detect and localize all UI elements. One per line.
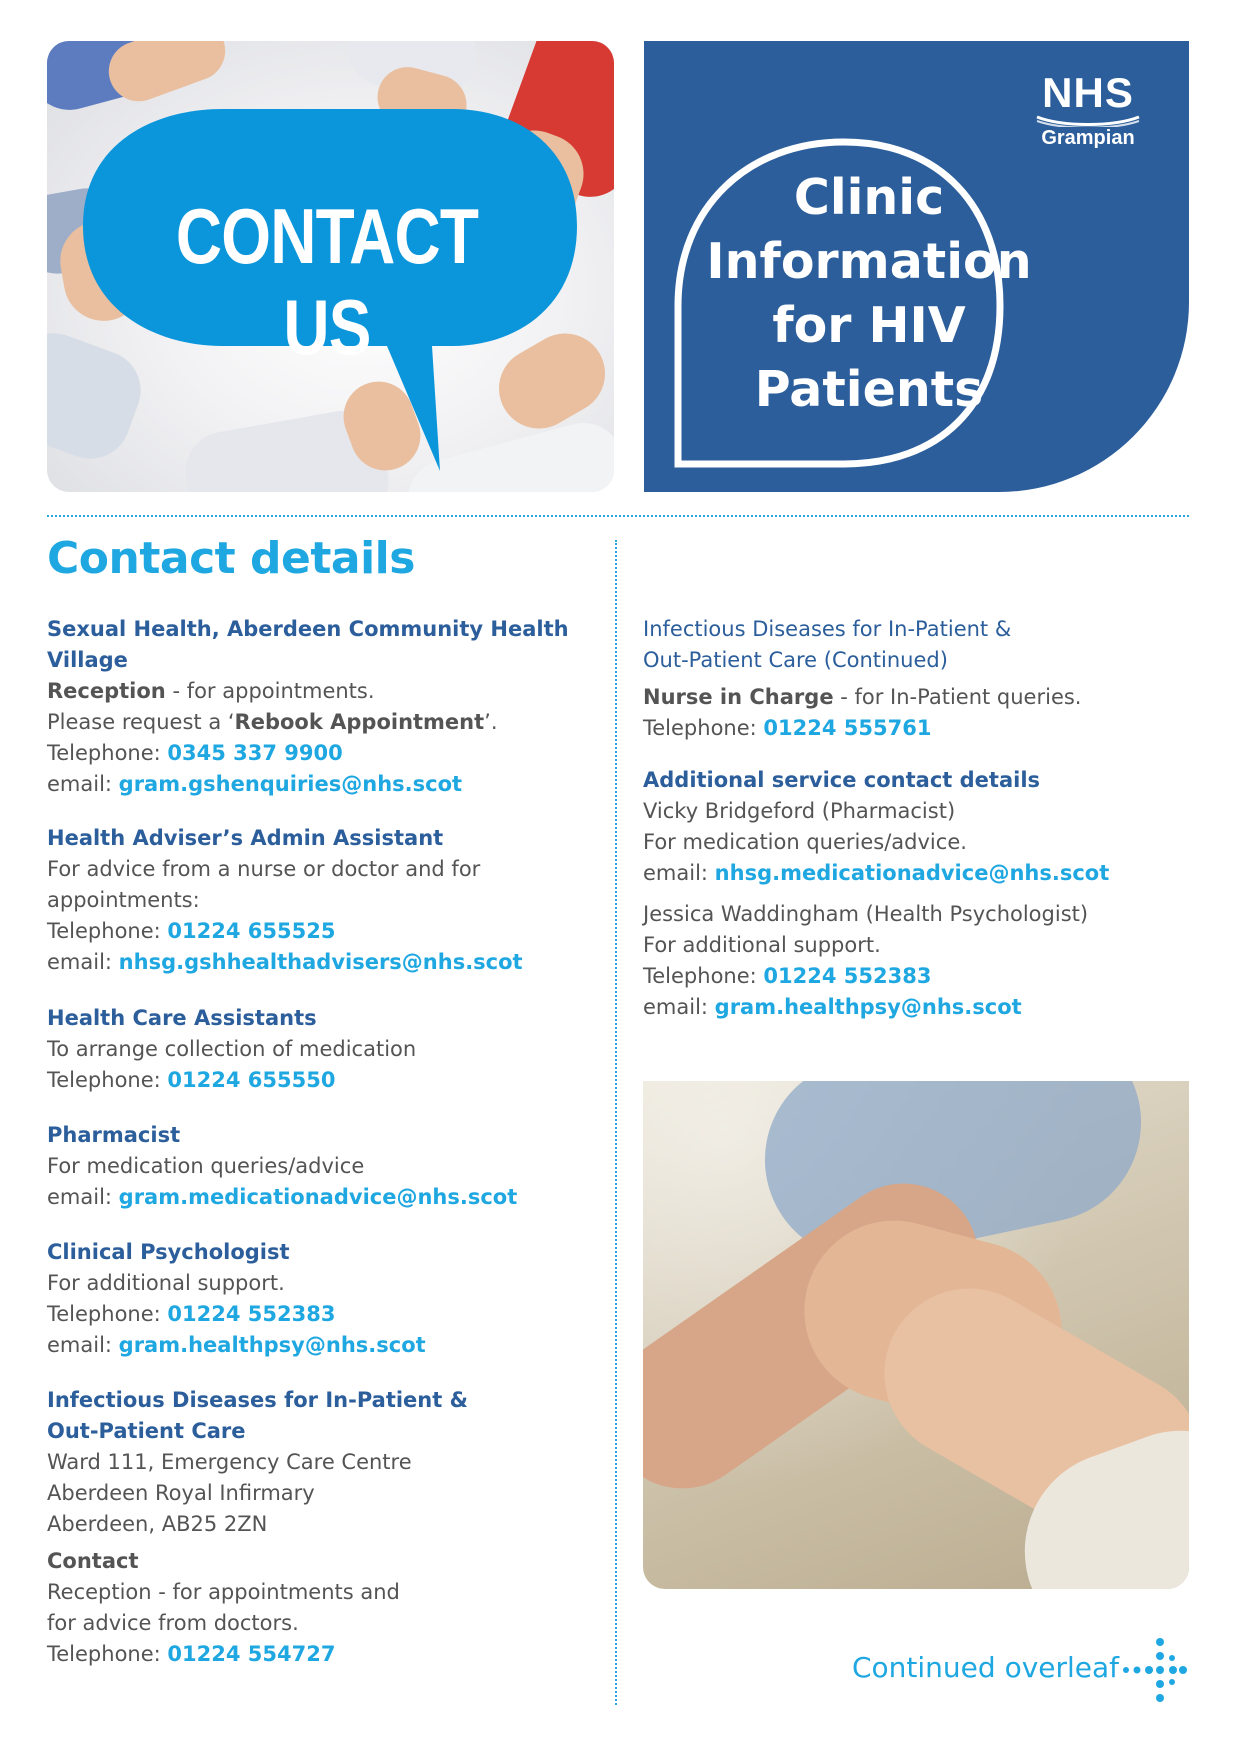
telephone-line <box>643 713 1203 744</box>
contact-us-heading: CONTACT US <box>175 192 479 371</box>
section-title: Village <box>47 648 128 672</box>
email-line <box>643 858 1203 889</box>
telephone-number[interactable]: 0345 337 9900 <box>167 741 343 765</box>
additional-contacts-block <box>643 765 1203 1023</box>
telephone-line <box>47 738 607 769</box>
description-line: appointments: <box>47 888 200 912</box>
section-title: Infectious Diseases for In-Patient & <box>47 1388 468 1412</box>
description-line: For medication queries/advice. <box>643 830 967 854</box>
telephone-line <box>47 916 607 947</box>
address-line: Ward 111, Emergency Care Centre <box>47 1450 412 1474</box>
email-line <box>47 769 607 800</box>
telephone-label: Telephone: <box>47 1068 168 1092</box>
request-line <box>47 707 607 738</box>
contact-name: Vicky Bridgeford (Pharmacist) <box>643 799 956 823</box>
contact-label: Contact <box>47 1549 139 1573</box>
telephone-label: Telephone: <box>47 1302 168 1326</box>
telephone-number[interactable]: 01224 555761 <box>763 716 932 740</box>
continued-overleaf-text: Continued overleaf <box>852 1651 1120 1684</box>
panel-title-line: for HIV <box>772 297 966 354</box>
section-title: Health Care Assistants <box>47 1006 317 1030</box>
sexual-health-block <box>47 614 607 800</box>
description-line: Reception - for appointments and <box>47 1580 400 1604</box>
section-title: Infectious Diseases for In-Patient & <box>643 617 1012 641</box>
telephone-label: Telephone: <box>47 1642 168 1666</box>
logo-nhs-text: NHS <box>1042 69 1134 116</box>
email-line <box>47 1182 607 1213</box>
health-adviser-block <box>47 823 607 978</box>
email-line <box>643 992 1203 1023</box>
nurse-text: - for In-Patient queries. <box>833 685 1082 709</box>
telephone-number[interactable]: 01224 552383 <box>167 1302 336 1326</box>
email-label: email: <box>47 950 119 974</box>
nurse-line <box>643 682 1203 713</box>
telephone-label: Telephone: <box>47 919 168 943</box>
telephone-line <box>47 1065 607 1096</box>
telephone-label: Telephone: <box>643 964 764 988</box>
email-label: email: <box>643 995 715 1019</box>
holding-hands-photo <box>643 1081 1189 1589</box>
request-pre: Please request a ‘ <box>47 710 235 734</box>
horizontal-divider <box>47 515 1189 517</box>
email-label: email: <box>47 1185 119 1209</box>
section-title: Out-Patient Care (Continued) <box>643 648 948 672</box>
request-post: ’. <box>484 710 498 734</box>
telephone-label: Telephone: <box>643 716 764 740</box>
nurse-label: Nurse in Charge <box>643 685 834 709</box>
contact-details-heading: Contact details <box>47 533 415 584</box>
telephone-number[interactable]: 01224 655550 <box>167 1068 336 1092</box>
email-link[interactable]: nhsg.medicationadvice@nhs.scot <box>714 861 1110 885</box>
telephone-line <box>643 961 1203 992</box>
dots-arrow-icon <box>1120 1636 1190 1706</box>
telephone-line <box>47 1639 607 1670</box>
telephone-line <box>47 1299 607 1330</box>
address-line: Aberdeen, AB25 2ZN <box>47 1512 268 1536</box>
description-line: For advice from a nurse or doctor and for <box>47 857 481 881</box>
email-label: email: <box>47 772 119 796</box>
email-link[interactable]: gram.gshenquiries@nhs.scot <box>118 772 463 796</box>
description-line: For additional support. <box>47 1271 285 1295</box>
description-line: To arrange collection of medication <box>47 1037 417 1061</box>
panel-title-line: Clinic <box>793 169 945 226</box>
description-line: for advice from doctors. <box>47 1611 299 1635</box>
email-label: email: <box>47 1333 119 1357</box>
section-title: Pharmacist <box>47 1123 181 1147</box>
panel-title <box>704 166 1034 422</box>
contact-us-photo <box>47 41 614 492</box>
care-assistants-block <box>47 1003 607 1096</box>
email-link[interactable]: gram.healthpsy@nhs.scot <box>714 995 1022 1019</box>
telephone-number[interactable]: 01224 655525 <box>167 919 336 943</box>
address-line: Aberdeen Royal Infirmary <box>47 1481 315 1505</box>
email-label: email: <box>643 861 715 885</box>
pharmacist-block <box>47 1120 607 1213</box>
infectious-continued-block <box>643 614 1203 744</box>
section-title: Sexual Health, Aberdeen Community Health <box>47 617 569 641</box>
section-title: Out-Patient Care <box>47 1419 246 1443</box>
description-line: For medication queries/advice <box>47 1154 365 1178</box>
reception-label: Reception <box>47 679 166 703</box>
panel-title-line: Information <box>706 233 1032 290</box>
section-title: Clinical Psychologist <box>47 1240 290 1264</box>
email-link[interactable]: gram.healthpsy@nhs.scot <box>118 1333 426 1357</box>
email-line <box>47 947 607 978</box>
email-link[interactable]: gram.medicationadvice@nhs.scot <box>118 1185 518 1209</box>
telephone-number[interactable]: 01224 552383 <box>763 964 932 988</box>
email-link[interactable]: nhsg.gshhealthadvisers@nhs.scot <box>118 950 523 974</box>
section-title: Health Adviser’s Admin Assistant <box>47 826 444 850</box>
psychologist-block <box>47 1237 607 1361</box>
panel-title-line: Patients <box>754 361 984 418</box>
description-line: For additional support. <box>643 933 881 957</box>
infectious-diseases-block <box>47 1385 607 1670</box>
email-line <box>47 1330 607 1361</box>
nhs-grampian-logo <box>1033 71 1143 149</box>
logo-region-text: Grampian <box>1041 127 1135 149</box>
section-title: Additional service contact details <box>643 768 1041 792</box>
telephone-label: Telephone: <box>47 741 168 765</box>
vertical-divider <box>615 540 617 1705</box>
reception-text: - for appointments. <box>165 679 375 703</box>
reception-line <box>47 676 607 707</box>
telephone-number[interactable]: 01224 554727 <box>167 1642 336 1666</box>
contact-name: Jessica Waddingham (Health Psychologist) <box>643 902 1089 926</box>
request-bold: Rebook Appointment <box>234 710 485 734</box>
title-panel <box>644 41 1189 492</box>
